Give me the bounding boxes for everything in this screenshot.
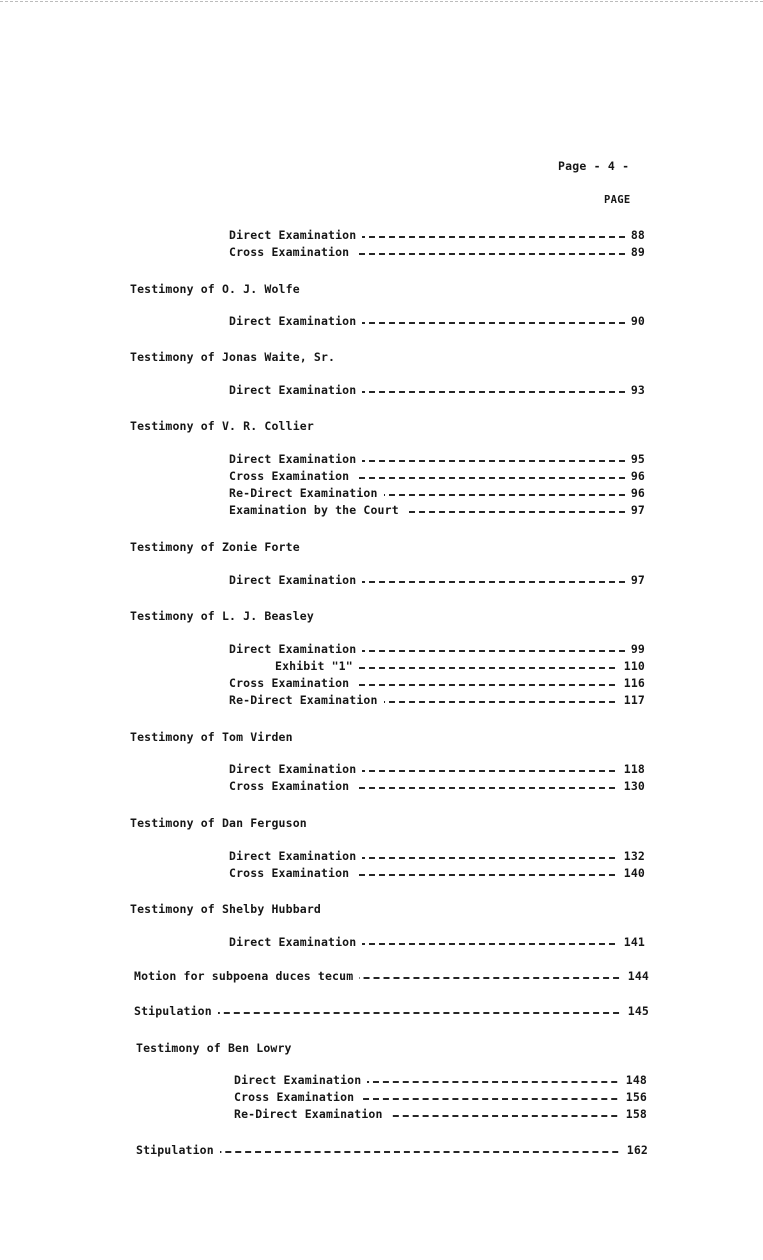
entry-label: Direct Examination bbox=[229, 573, 362, 587]
index-entry bbox=[229, 779, 645, 796]
index-entry-motion bbox=[134, 969, 649, 986]
entry-page: 118 bbox=[618, 762, 645, 776]
entry-page: 95 bbox=[625, 452, 645, 466]
entry-page: 140 bbox=[618, 866, 645, 880]
entry-label: Direct Examination bbox=[229, 314, 362, 328]
index-entry bbox=[229, 573, 645, 590]
index-entry bbox=[234, 1073, 647, 1090]
entry-label: Direct Examination bbox=[229, 762, 362, 776]
index-entry bbox=[229, 383, 645, 400]
index-entry-exhibit bbox=[229, 659, 645, 676]
index-entry bbox=[229, 762, 645, 779]
index-entry bbox=[234, 1090, 647, 1107]
index-entry bbox=[229, 849, 645, 866]
entry-label: Direct Examination bbox=[229, 383, 362, 397]
index-entry bbox=[229, 469, 645, 486]
entry-label: Direct Examination bbox=[229, 452, 362, 466]
section-heading: Testimony of O. J. Wolfe bbox=[130, 282, 300, 296]
entry-page: 99 bbox=[625, 642, 645, 656]
entry-label: Stipulation bbox=[134, 1004, 218, 1018]
entry-label: Cross Examination bbox=[229, 676, 355, 690]
index-entry bbox=[229, 245, 645, 262]
entry-label: Re-Direct Examination bbox=[229, 693, 384, 707]
index-entry bbox=[234, 1107, 647, 1124]
entry-page: 96 bbox=[625, 486, 645, 500]
entry-label: Direct Examination bbox=[229, 935, 362, 949]
entry-page: 96 bbox=[625, 469, 645, 483]
page-number-label: Page - 4 - bbox=[558, 159, 630, 173]
entry-page: 158 bbox=[620, 1107, 647, 1121]
index-entry-stipulation bbox=[134, 1004, 649, 1021]
entry-page: 110 bbox=[618, 659, 645, 673]
index-entry bbox=[229, 676, 645, 693]
section-heading: Testimony of Zonie Forte bbox=[130, 540, 300, 554]
entry-page: 141 bbox=[618, 935, 645, 949]
section-heading: Testimony of L. J. Beasley bbox=[130, 609, 314, 623]
entry-label: Re-Direct Examination bbox=[229, 486, 384, 500]
section-heading: Testimony of V. R. Collier bbox=[130, 419, 314, 433]
index-entry bbox=[229, 452, 645, 469]
entry-page: 90 bbox=[625, 314, 645, 328]
index-entry bbox=[229, 642, 645, 659]
section-heading: Testimony of Dan Ferguson bbox=[130, 816, 307, 830]
entry-label: Cross Examination bbox=[229, 779, 355, 793]
section-heading: Testimony of Tom Virden bbox=[130, 730, 293, 744]
index-entry bbox=[229, 693, 645, 710]
entry-page: 145 bbox=[622, 1004, 649, 1018]
entry-page: 117 bbox=[618, 693, 645, 707]
entry-label: Exhibit "1" bbox=[229, 659, 359, 673]
section-heading: Testimony of Jonas Waite, Sr. bbox=[130, 350, 336, 364]
entry-label: Cross Examination bbox=[229, 866, 355, 880]
entry-page: 132 bbox=[618, 849, 645, 863]
section-heading: Testimony of Shelby Hubbard bbox=[130, 902, 321, 916]
index-entry-stipulation bbox=[136, 1143, 648, 1160]
entry-page: 97 bbox=[625, 573, 645, 587]
entry-label: Cross Examination bbox=[234, 1090, 360, 1104]
entry-label: Motion for subpoena duces tecum bbox=[134, 969, 359, 983]
page-column-header: PAGE bbox=[604, 194, 631, 206]
index-entry bbox=[229, 935, 645, 952]
index-entry bbox=[229, 314, 645, 331]
entry-page: 97 bbox=[625, 503, 645, 517]
entry-page: 116 bbox=[618, 676, 645, 690]
index-entry bbox=[229, 228, 645, 245]
entry-page: 148 bbox=[620, 1073, 647, 1087]
entry-label: Direct Examination bbox=[229, 849, 362, 863]
section-heading: Testimony of Ben Lowry bbox=[136, 1041, 292, 1055]
entry-label: Cross Examination bbox=[229, 469, 355, 483]
top-dashed-rule bbox=[0, 1, 763, 2]
entry-page: 144 bbox=[622, 969, 649, 983]
entry-label: Direct Examination bbox=[229, 228, 362, 242]
entry-page: 156 bbox=[620, 1090, 647, 1104]
entry-label: Cross Examination bbox=[229, 245, 355, 259]
index-entry bbox=[229, 486, 645, 503]
entry-label: Direct Examination bbox=[234, 1073, 367, 1087]
entry-label: Examination by the Court bbox=[229, 503, 405, 517]
entry-label: Direct Examination bbox=[229, 642, 362, 656]
entry-page: 88 bbox=[625, 228, 645, 242]
entry-page: 130 bbox=[618, 779, 645, 793]
index-entry bbox=[229, 503, 645, 520]
entry-label: Re-Direct Examination bbox=[234, 1107, 389, 1121]
index-entry bbox=[229, 866, 645, 883]
entry-page: 93 bbox=[625, 383, 645, 397]
entry-page: 89 bbox=[625, 245, 645, 259]
entry-label: Stipulation bbox=[136, 1143, 220, 1157]
entry-page: 162 bbox=[621, 1143, 648, 1157]
